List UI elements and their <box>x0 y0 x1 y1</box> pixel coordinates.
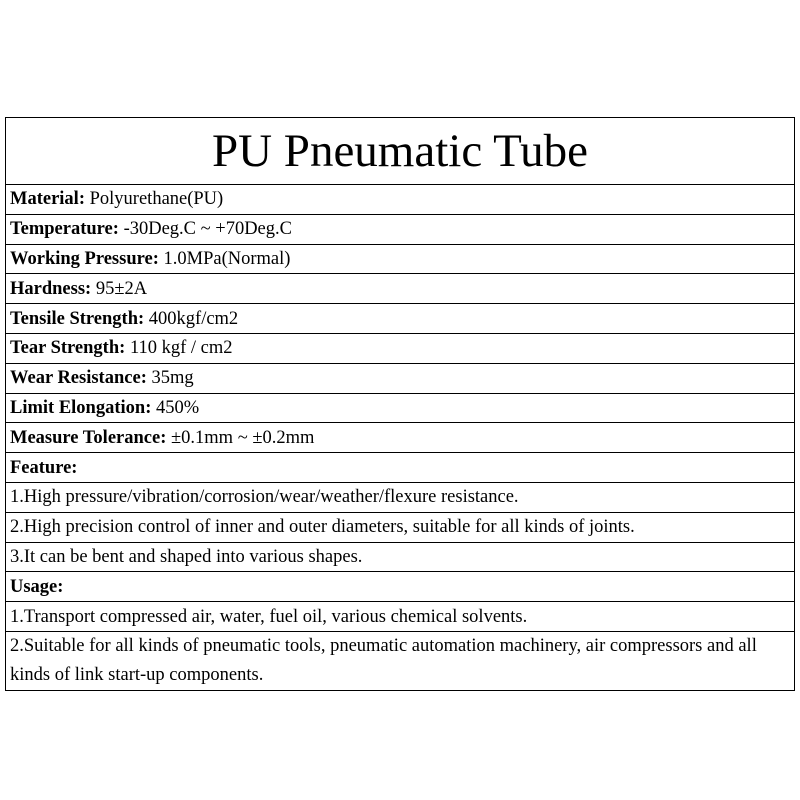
spec-cell <box>6 423 795 453</box>
spec-cell <box>6 274 795 304</box>
label-colon: : <box>152 248 159 269</box>
usage-heading-row <box>6 572 795 602</box>
spec-label: Temperature <box>10 219 113 240</box>
feature-heading-row <box>6 453 795 483</box>
spec-value: -30Deg.C ~ +70Deg.C <box>123 219 292 240</box>
label-colon: : <box>112 219 119 240</box>
page-title: PU Pneumatic Tube <box>6 118 795 185</box>
title-row <box>6 118 795 185</box>
spec-value: 450% <box>155 397 200 418</box>
spec-label: Tensile Strength <box>10 308 138 329</box>
spec-value: 400kgf/cm2 <box>148 308 239 329</box>
label-colon: : <box>145 397 152 418</box>
spec-row-tensile-strength <box>6 304 795 334</box>
spec-value: 95±2A <box>95 278 148 299</box>
spec-label: Tear Strength <box>10 338 120 359</box>
label-colon: : <box>160 427 167 448</box>
spec-row-temperature <box>6 214 795 244</box>
spec-row-limit-elongation <box>6 393 795 423</box>
feature-row <box>6 512 795 542</box>
usage-row <box>6 631 795 690</box>
spec-label: Limit Elongation <box>10 397 146 418</box>
spec-cell <box>6 304 795 334</box>
spec-row-wear-resistance <box>6 363 795 393</box>
spec-label: Material <box>10 189 79 210</box>
spec-table <box>5 117 795 691</box>
usage-item: 1.Transport compressed air, water, fuel oil, various chemical solvents. <box>6 602 795 632</box>
label-colon: : <box>119 338 126 359</box>
spec-cell <box>6 214 795 244</box>
label-colon: : <box>78 189 85 210</box>
spec-value: 110 kgf / cm2 <box>129 338 233 359</box>
spec-label: Working Pressure <box>10 248 153 269</box>
spec-cell <box>6 363 795 393</box>
spec-row-material <box>6 185 795 215</box>
spec-label: Wear Resistance <box>10 368 141 389</box>
spec-value: ±0.1mm ~ ±0.2mm <box>171 427 315 448</box>
usage-heading: Usage: <box>6 572 795 602</box>
spec-cell <box>6 333 795 363</box>
spec-value: Polyurethane(PU) <box>89 189 224 210</box>
feature-item: 2.High precision control of inner and outer diameters, suitable for all kinds of joints. <box>6 512 795 542</box>
feature-row <box>6 482 795 512</box>
spec-row-working-pressure <box>6 244 795 274</box>
spec-value: 1.0MPa(Normal) <box>163 248 291 269</box>
label-colon: : <box>137 308 145 329</box>
usage-item: 2.Suitable for all kinds of pneumatic tools, pneumatic automation machinery, air compressors and all kinds of link start-up components. <box>6 631 795 690</box>
feature-item: 3.It can be bent and shaped into various shapes. <box>6 542 795 572</box>
feature-row <box>6 542 795 572</box>
spec-row-measure-tolerance <box>6 423 795 453</box>
feature-heading: Feature: <box>6 453 795 483</box>
spec-value: 35mg <box>151 368 194 389</box>
spec-cell <box>6 393 795 423</box>
label-colon: : <box>140 368 147 389</box>
usage-row <box>6 602 795 632</box>
spec-label: Measure Tolerance <box>10 427 161 448</box>
spec-row-tear-strength <box>6 333 795 363</box>
feature-item: 1.High pressure/vibration/corrosion/wear/weather/flexure resistance. <box>6 482 795 512</box>
spec-cell <box>6 185 795 215</box>
spec-label: Hardness <box>10 278 86 299</box>
spec-cell <box>6 244 795 274</box>
spec-row-hardness <box>6 274 795 304</box>
label-colon: : <box>85 278 92 299</box>
